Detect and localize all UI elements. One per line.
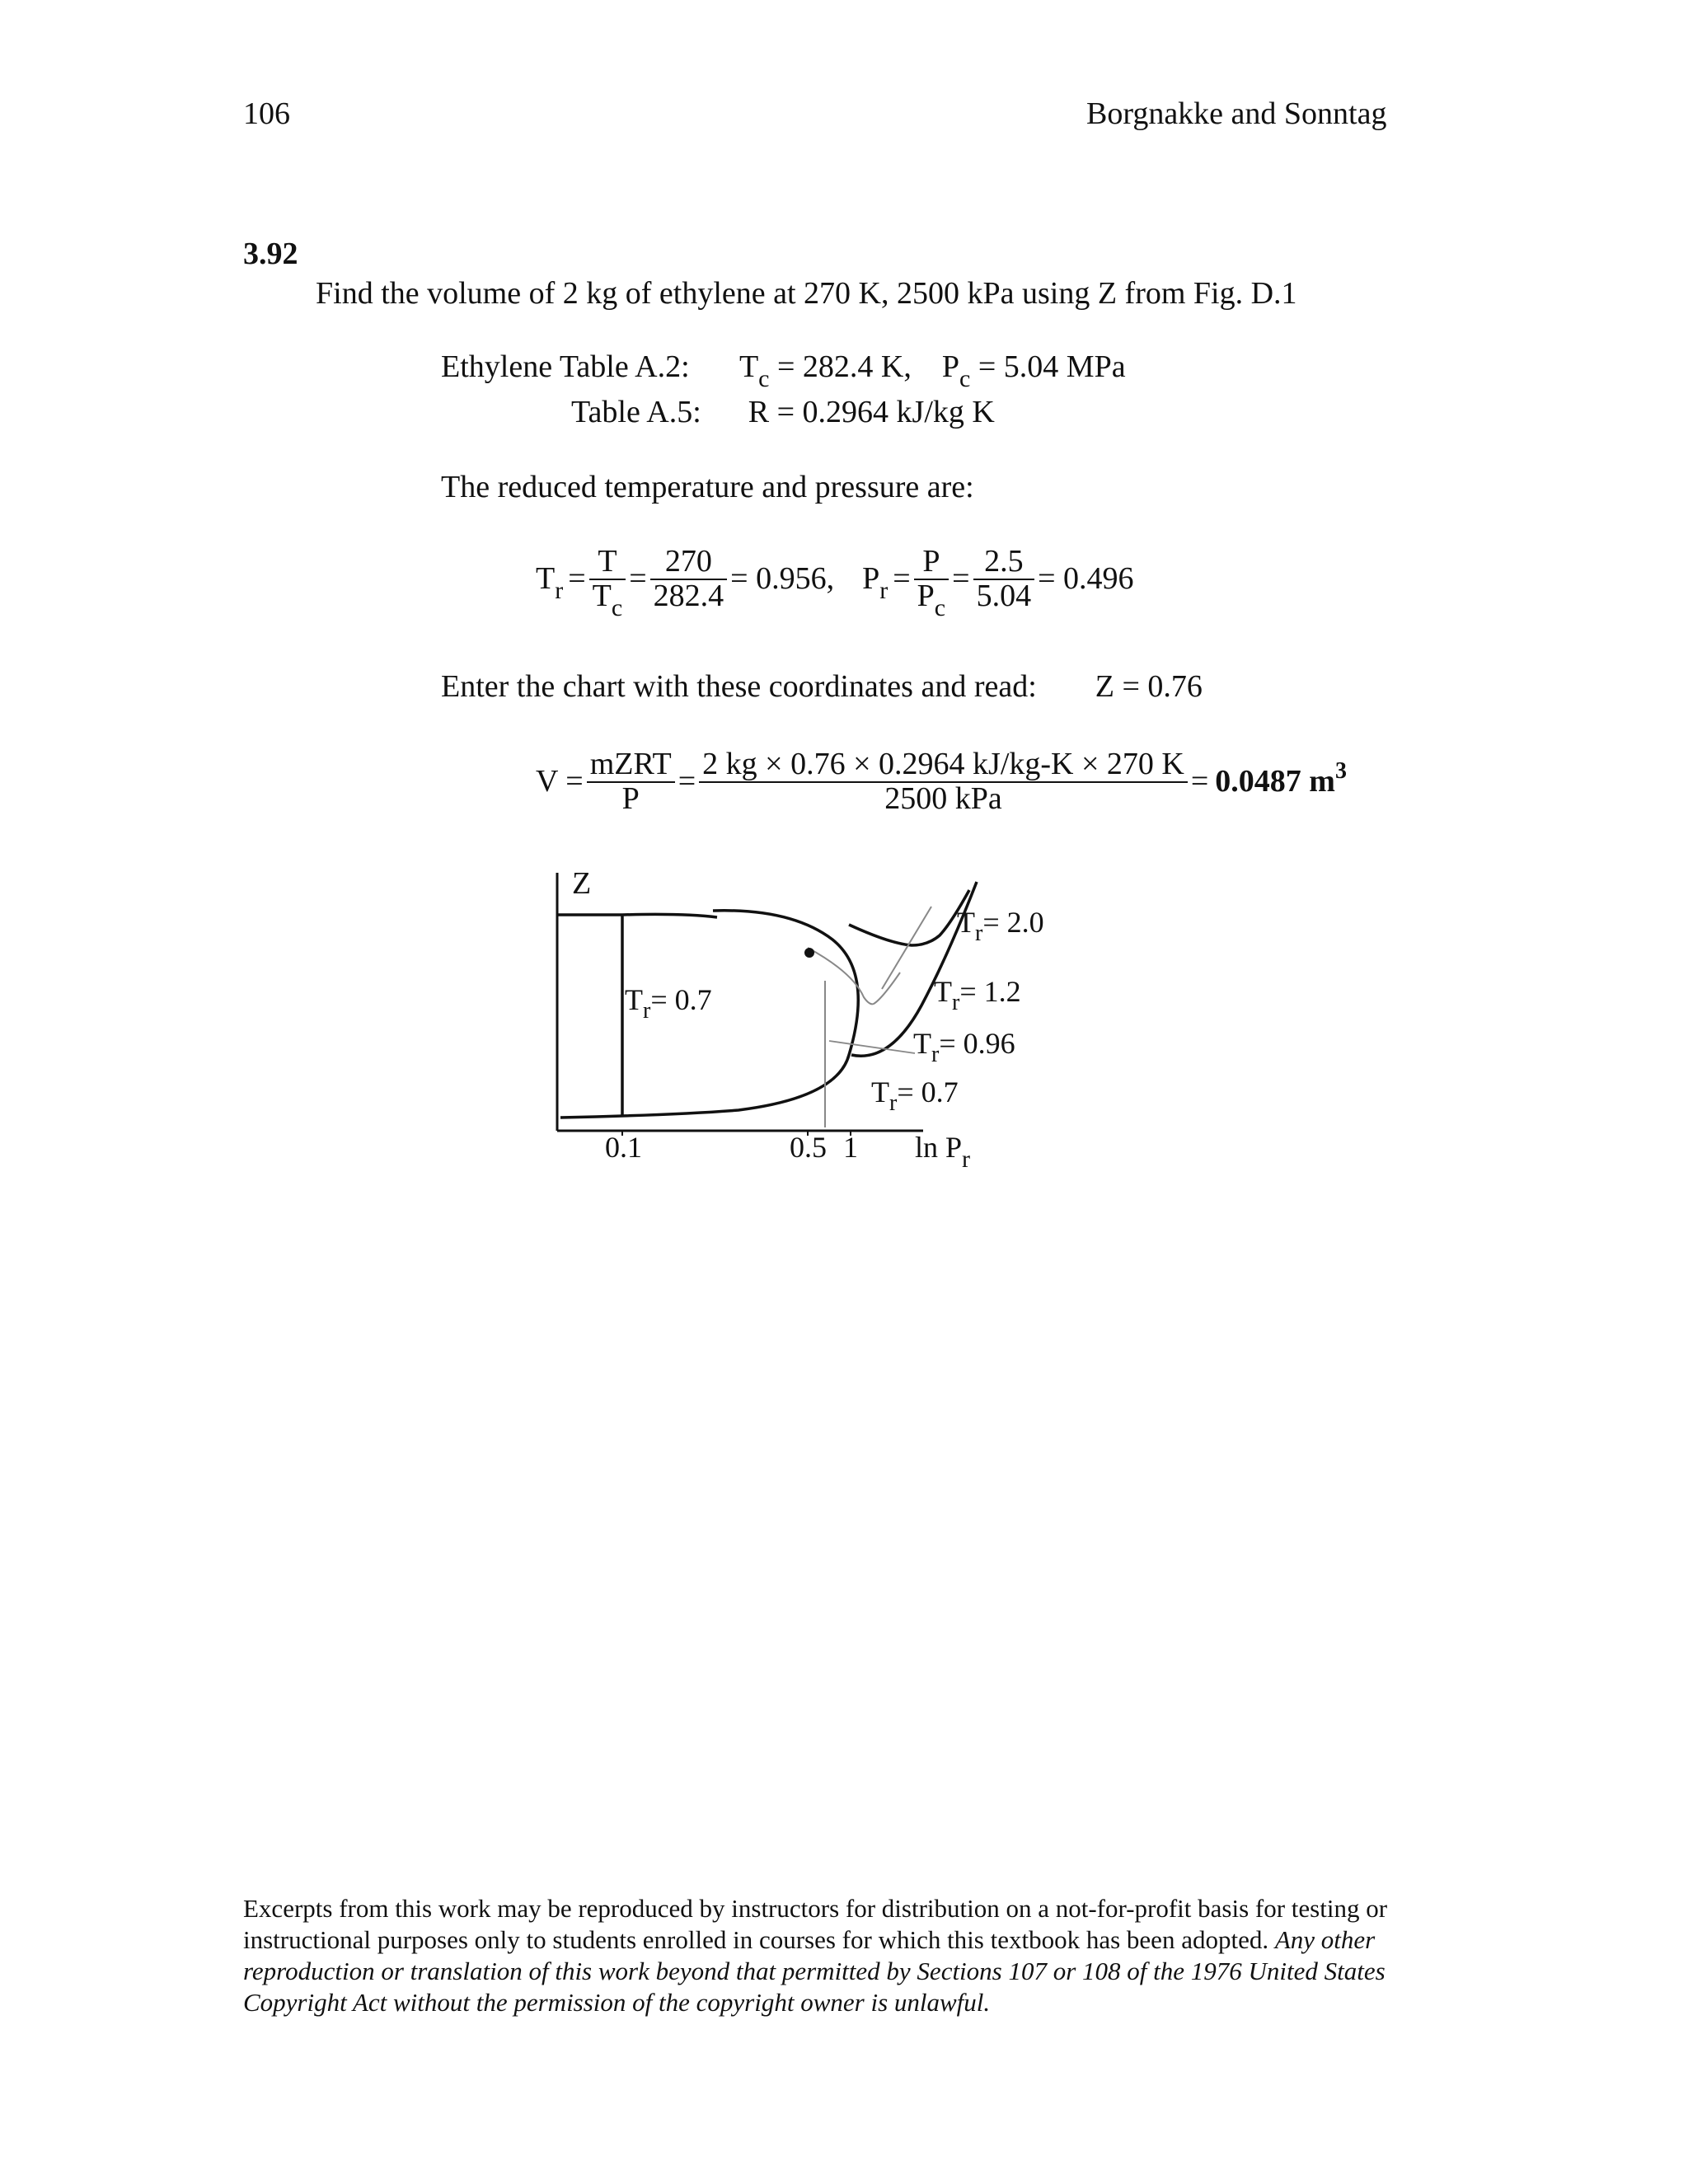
state-point	[804, 948, 814, 958]
tr-symbol	[536, 560, 564, 604]
tr12-sym: T	[934, 975, 952, 1008]
tc-value: = 282.4 K,	[777, 349, 912, 384]
tr20-val: = 2.0	[982, 906, 1044, 939]
fraction-270-over-282	[650, 546, 728, 613]
frac4-den: 5.04	[976, 578, 1032, 613]
frac1-num: T	[589, 546, 626, 580]
frac3-den	[914, 578, 949, 621]
tr12-curve	[882, 907, 931, 989]
x-axis-label	[915, 1131, 970, 1173]
vol-frac2-den: 2500 kPa	[884, 780, 1002, 816]
equals-1: =	[568, 560, 586, 596]
reduced-equation	[536, 544, 1134, 621]
frac3-den-sub: c	[934, 593, 946, 621]
tr096-curve	[808, 948, 900, 1004]
data-line-2	[571, 396, 995, 430]
volume-lhs: V =	[536, 763, 584, 799]
tr096-sym: T	[913, 1027, 931, 1060]
tr-sym-letter: T	[536, 560, 556, 596]
problem-statement: Find the volume of 2 kg of ethylene at 270 K, 2500 kPa using Z from Fig. D.1	[316, 276, 1297, 311]
chart-read-text: Enter the chart with these coordinates and read:	[441, 669, 1037, 704]
pc-subscript: c	[959, 365, 971, 392]
tr096-pointer-line	[829, 1041, 915, 1053]
compressibility-chart	[528, 857, 1071, 1187]
running-title: Borgnakke and Sonntag	[1086, 96, 1387, 131]
pr-result: = 0.496	[1038, 560, 1134, 596]
tc-subscript: c	[758, 365, 770, 392]
tick-label-01: 0.1	[605, 1131, 642, 1164]
z-axis-label: Z	[572, 866, 592, 901]
frac4-num: 2.5	[973, 546, 1035, 580]
tr07-sym: T	[871, 1076, 889, 1108]
vol-frac1-num: mZRT	[587, 748, 675, 783]
tr20-sub: r	[975, 921, 983, 946]
x-axis-label-sub: r	[962, 1146, 971, 1173]
fraction-mzrt-over-p	[587, 748, 675, 816]
tick-label-1: 1	[843, 1131, 858, 1164]
footer-italic-text: Any other reproduction or translation of this work beyond that permitted by Sections 107 or 108 of the 1976 United States Copyright Act without the permission of the copyright owner is unlawful.	[243, 1925, 1386, 2017]
tr096-sub: r	[931, 1042, 940, 1067]
frac1-den-sym: T	[592, 578, 612, 613]
pr-sym-sub: r	[879, 576, 889, 604]
fraction-numeric	[699, 748, 1188, 816]
vol-frac1-den: P	[621, 780, 640, 816]
vol-equals-1: =	[678, 763, 696, 799]
tr07-left-val: = 0.7	[650, 983, 712, 1016]
equals-4: =	[952, 560, 970, 596]
fraction-25-over-504	[973, 546, 1035, 613]
tr07-left-label	[625, 983, 712, 1024]
tr-result: = 0.956,	[730, 560, 835, 596]
tr07-val: = 0.7	[897, 1076, 959, 1108]
fraction-p-over-pc	[914, 544, 949, 621]
tr-sym-sub: r	[555, 576, 564, 604]
tc-symbol: T	[738, 349, 759, 384]
tr12-label	[934, 975, 1021, 1015]
page-number: 106	[243, 96, 290, 131]
frac2-num: 270	[650, 546, 728, 580]
frac1-den	[589, 578, 626, 621]
volume-result	[1215, 757, 1347, 799]
tr07-left-sub: r	[643, 998, 651, 1024]
tr20-sym: T	[957, 906, 975, 939]
tr096-label	[913, 1027, 1015, 1067]
volume-result-exponent: 3	[1334, 757, 1347, 784]
frac2-den: 282.4	[653, 578, 724, 613]
vol-frac2-num: 2 kg × 0.76 × 0.2964 kJ/kg-K × 270 K	[699, 748, 1188, 783]
ethylene-table-label: Ethylene Table A.2:	[441, 349, 690, 384]
frac3-den-sym: P	[917, 578, 935, 613]
problem-number: 3.92	[243, 237, 298, 271]
tick-label-05: 0.5	[790, 1131, 827, 1164]
volume-result-value: 0.0487 m	[1215, 763, 1335, 799]
footer-normal-text: Excerpts from this work may be reproduced by instructors for distribution on a not-for-profit basis for testing or instructional purposes only to students enrolled in courses for which this textbook has been adopted.	[243, 1894, 1388, 1954]
tr20-curve	[849, 890, 969, 945]
tr20-label	[957, 906, 1044, 946]
tr12-sub: r	[952, 990, 960, 1015]
copyright-footer	[243, 1893, 1447, 2018]
pc-value: = 5.04 MPa	[978, 349, 1126, 384]
pr-symbol	[862, 560, 889, 604]
tr07-label	[871, 1076, 959, 1116]
frac1-den-sub: c	[611, 593, 623, 621]
tr07-left-sym: T	[625, 983, 643, 1016]
gas-constant: R = 0.2964 kJ/kg K	[748, 395, 995, 429]
volume-equation	[536, 748, 1347, 816]
reduced-intro: The reduced temperature and pressure are:	[441, 470, 974, 504]
data-line-1	[441, 349, 1126, 392]
equals-3: =	[893, 560, 911, 596]
tr07-sub: r	[889, 1090, 898, 1116]
pr-sym-letter: P	[862, 560, 880, 596]
tr096-val: = 0.96	[939, 1027, 1015, 1060]
equals-2: =	[629, 560, 647, 596]
x-axis-label-main: ln P	[915, 1131, 963, 1164]
pc-symbol: P	[941, 349, 960, 384]
z-result: Z = 0.76	[1095, 669, 1203, 704]
chart-read-line	[441, 670, 1203, 705]
table-a5-label: Table A.5:	[571, 395, 701, 429]
fraction-t-over-tc	[589, 544, 626, 621]
tr12-val: = 1.2	[959, 975, 1021, 1008]
frac3-num: P	[914, 546, 949, 580]
vol-equals-2: =	[1190, 763, 1209, 799]
